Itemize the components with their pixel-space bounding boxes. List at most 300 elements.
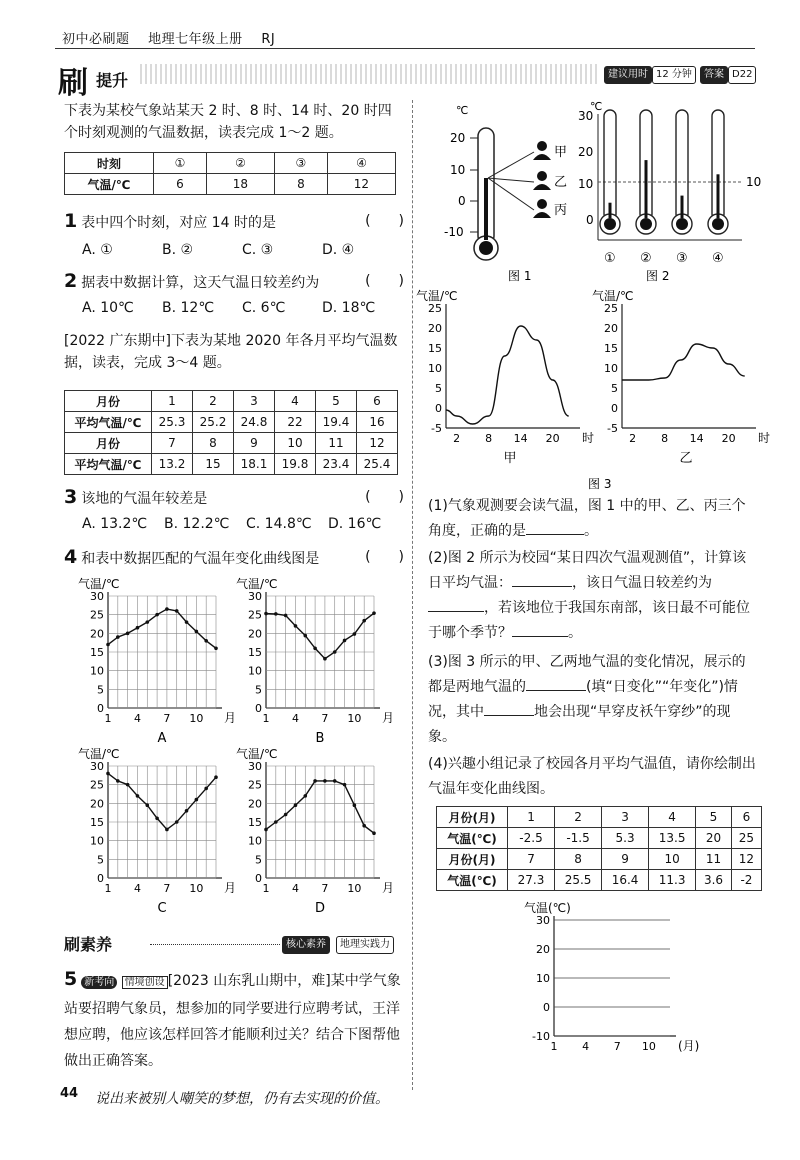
x-tick-label: 10 — [641, 1040, 656, 1053]
question-text: 该地的气温年较差是 — [81, 491, 208, 507]
y-tick-label: 30 — [248, 760, 262, 773]
table-cell: 8 — [193, 433, 234, 454]
table-cell: 6 — [154, 174, 207, 195]
series-name: 初中必刷题 — [62, 32, 130, 47]
x-axis-label: 月 — [382, 881, 395, 895]
table-cell: 12 — [357, 433, 398, 454]
x-tick-label: 10 — [189, 712, 204, 725]
x-tick-label: 7 — [613, 1040, 621, 1053]
table-cell: 1 — [152, 391, 193, 412]
scale-label: 10 — [578, 177, 594, 191]
data-point — [155, 816, 159, 820]
data-point — [106, 772, 110, 776]
table-cell: 3 — [602, 807, 649, 828]
table-row — [437, 849, 762, 870]
data-point — [284, 614, 288, 618]
scale-label: 30 — [578, 109, 594, 123]
y-axis-label: 气温/℃ — [416, 289, 458, 303]
column-divider — [412, 100, 414, 1090]
table-cell: 25 — [731, 828, 761, 849]
table-cell: ④ — [327, 153, 395, 174]
data-point — [333, 650, 337, 654]
data-point — [116, 635, 120, 639]
table-cell: 3.6 — [696, 870, 732, 891]
y-tick-label: 30 — [90, 590, 104, 603]
figure-1-2 — [430, 100, 770, 290]
practice-tag: 地理实践力 — [336, 936, 394, 954]
option[interactable]: B. 12℃ — [162, 300, 215, 316]
data-point — [362, 824, 366, 828]
chart-label: 乙 — [679, 451, 693, 466]
table-cell: 13.2 — [152, 454, 193, 475]
thermometer-mercury — [676, 218, 688, 230]
x-tick-label: 20 — [545, 432, 560, 445]
answer-blank[interactable] — [512, 586, 572, 587]
series-line — [266, 781, 374, 833]
table-cell: ② — [206, 153, 274, 174]
data-point — [204, 639, 208, 643]
x-tick-label: 1 — [104, 882, 112, 895]
table-cell: 5.3 — [602, 828, 649, 849]
data-point — [323, 779, 327, 783]
y-tick-label: 25 — [90, 778, 104, 792]
option[interactable]: D. 18℃ — [322, 300, 376, 316]
series-line — [446, 326, 569, 424]
header-rule — [55, 48, 755, 49]
x-tick-label: 4 — [291, 712, 299, 725]
data-point — [313, 779, 317, 783]
chart-label: 甲 — [503, 451, 517, 466]
y-tick-label: 10 — [604, 362, 618, 375]
table-cell: 9 — [602, 849, 649, 870]
option[interactable]: D. ④ — [322, 242, 355, 258]
table-cell: 12 — [731, 849, 761, 870]
time-label: 建议用时 — [604, 66, 652, 84]
table-row — [65, 153, 396, 174]
chart-b — [236, 576, 394, 746]
x-tick-label: 4 — [582, 1040, 590, 1053]
sub-text: (2)图 2 所示为校园“某日四次气温观测值”，计算该日平均气温： — [428, 550, 747, 591]
thermometer-column — [717, 174, 720, 218]
table-cell: 8 — [274, 174, 327, 195]
chart-label: D — [314, 901, 326, 914]
y-tick-label: 20 — [248, 627, 262, 641]
table-row — [65, 433, 398, 454]
data-point — [214, 775, 218, 779]
scale-label: 0 — [586, 213, 594, 227]
answer-paren: ( ) — [365, 489, 404, 505]
x-tick-label: 7 — [163, 882, 171, 895]
section2-rule — [150, 944, 280, 945]
y-tick-label: 0 — [255, 872, 262, 885]
data-point — [372, 611, 376, 615]
data-point — [155, 613, 159, 617]
data-point — [264, 612, 268, 616]
table-cell: 11.3 — [649, 870, 696, 891]
table-cell: 10 — [649, 849, 696, 870]
x-tick-label: 20 — [721, 432, 736, 445]
y-tick-label: 25 — [90, 608, 104, 622]
thermometer-column — [645, 160, 648, 218]
sub-question-1: (1)气象观测要会读气温，图 1 中的甲、乙、丙三个角度，正确的是 。 — [428, 498, 746, 539]
table-cell: 6 — [731, 807, 761, 828]
table-cell: 4 — [649, 807, 696, 828]
table-cell: 18.1 — [234, 454, 275, 475]
data-point — [274, 820, 278, 824]
sub-text: 地会出现“早穿皮袄午穿纱”的现象。 — [428, 704, 731, 745]
y-tick-label: 15 — [90, 816, 104, 829]
sight-line — [488, 178, 534, 182]
y-tick-label: -5 — [431, 422, 442, 435]
x-tick-label: 10 — [347, 712, 362, 725]
table-cell: 气温(℃) — [437, 828, 508, 849]
y-tick-label: 25 — [428, 302, 442, 315]
data-point — [136, 794, 140, 798]
table-cell: 9 — [234, 433, 275, 454]
y-tick-label: 5 — [435, 382, 442, 395]
options-1 — [82, 242, 402, 258]
person-head-icon — [537, 141, 547, 151]
answer-paren: ( ) — [365, 213, 404, 229]
data-point — [175, 820, 179, 824]
question-3 — [64, 486, 404, 510]
data-point — [136, 626, 140, 630]
table-row — [437, 828, 762, 849]
table-cell: 7 — [152, 433, 193, 454]
option[interactable]: A. 13.2℃ — [82, 516, 148, 532]
chart-jia — [416, 288, 594, 466]
core-literacy-tag: 核心素养 — [282, 936, 330, 954]
table-row — [65, 454, 398, 475]
chart-label: A — [157, 731, 167, 746]
sub-text: ，若该地位于我国东南部，该日最不可能位于哪个季节？ — [428, 600, 750, 641]
option[interactable]: C. ③ — [242, 242, 274, 258]
scale-label: -10 — [444, 225, 464, 239]
new-badge: 新考向 — [81, 976, 117, 989]
table-cell: 平均气温/℃ — [65, 412, 152, 433]
thermometer-mercury — [640, 218, 652, 230]
thermometer-column — [484, 178, 488, 240]
question-2 — [64, 270, 404, 294]
x-tick-label: 7 — [321, 882, 329, 895]
scale-label: 0 — [458, 194, 466, 208]
question-text: [2023 山东乳山期中，难]某中学气象站要招聘气象员，想参加的同学要进行应聘考试，王洋想应聘，他应该怎样回答才能顺利过关？结合下图帮他做出正确答案。 — [64, 973, 401, 1069]
table-cell: 6 — [357, 391, 398, 412]
data-point — [343, 639, 347, 643]
x-tick-label: 1 — [550, 1040, 558, 1053]
y-tick-label: 25 — [604, 302, 618, 315]
question-number: 5 — [64, 968, 78, 990]
table-row — [65, 174, 396, 195]
sub-text: (填“日变化”“年变化”)情况，其中 — [428, 679, 738, 720]
table-cell: 19.8 — [275, 454, 316, 475]
option[interactable]: A. ① — [82, 242, 113, 258]
page-number: 44 — [60, 1086, 79, 1101]
question-text: 和表中数据匹配的气温年变化曲线图是 — [81, 551, 320, 567]
thermometer-column — [609, 203, 612, 218]
table-row — [65, 412, 398, 433]
table-cell: 平均气温/℃ — [65, 454, 152, 475]
table-cell: 5 — [696, 807, 732, 828]
data-point — [165, 607, 169, 611]
y-tick-label: 0 — [255, 702, 262, 715]
question-number: 4 — [64, 546, 78, 568]
y-axis-label: 气温/℃ — [592, 289, 634, 303]
person-body-icon — [533, 212, 551, 218]
reference-label: 10 — [746, 175, 762, 189]
answer-label: 答案 — [700, 66, 728, 84]
scale-label: 20 — [578, 145, 594, 159]
thermometer-column — [681, 196, 684, 218]
table-cell: 8 — [555, 849, 602, 870]
x-tick-label: 2 — [629, 432, 637, 445]
data-point — [264, 828, 268, 832]
data-point — [353, 803, 357, 807]
table-cell: 月份 — [65, 391, 152, 412]
sub-text: (3)图 3 所示的甲、乙两地气温的变化情况，展示的都是两地气温的 — [428, 654, 746, 695]
y-tick-label: 15 — [90, 646, 104, 659]
table-cell: 气温(℃) — [437, 870, 508, 891]
footer-quote: 说出来被别人嘲笑的梦想，仍有去实现的价值。 — [95, 1091, 389, 1107]
person-head-icon — [537, 199, 547, 209]
table-cell: 16 — [357, 412, 398, 433]
question-5 — [64, 966, 404, 1074]
y-tick-label: 30 — [90, 760, 104, 773]
table-cell: 13.5 — [649, 828, 696, 849]
x-tick-label: 4 — [133, 882, 141, 895]
sub-question-2: (2)图 2 所示为校园“某日四次气温观测值”，计算该日平均气温： ，该日气温日较差约为，若该地位于我国东南部，该日最不可能位于哪个季节？ 。 — [428, 550, 750, 641]
data-point — [116, 779, 120, 783]
sub-text: ，该日气温日较差约为 — [572, 575, 712, 591]
data-point — [126, 783, 130, 787]
data-point — [165, 828, 169, 832]
table-cell: ① — [154, 153, 207, 174]
table-cell: 月份 — [65, 433, 152, 454]
x-axis-label: 月 — [224, 711, 237, 725]
scale-label: 20 — [450, 131, 466, 145]
person-label: 乙 — [554, 175, 568, 190]
table-cell: 时刻 — [65, 153, 154, 174]
person-label: 丙 — [554, 203, 568, 218]
answer-blank[interactable] — [428, 611, 484, 612]
chart-blank — [524, 900, 699, 1053]
x-tick-label: 1 — [262, 712, 270, 725]
question-text: 据表中数据计算，这天气温日较差约为 — [81, 275, 320, 291]
table-cell: 24.8 — [234, 412, 275, 433]
data-point — [175, 609, 179, 613]
y-tick-label: 5 — [611, 382, 618, 395]
thermo-label: ③ — [676, 251, 688, 266]
table-cell: 20 — [696, 828, 732, 849]
table-3 — [436, 806, 762, 891]
chart-a — [78, 576, 236, 746]
table-cell: 4 — [275, 391, 316, 412]
chart-d — [236, 746, 394, 914]
option[interactable]: B. 12.2℃ — [164, 516, 230, 532]
x-tick-label: 1 — [262, 882, 270, 895]
x-axis-label: 时 — [758, 431, 771, 445]
table-cell: 2 — [555, 807, 602, 828]
y-tick-label: 20 — [248, 797, 262, 811]
y-tick-label: 30 — [248, 590, 262, 603]
x-axis-label: (月) — [678, 1039, 700, 1053]
person-label: 甲 — [554, 145, 568, 160]
answer-blank[interactable] — [512, 636, 568, 637]
chart-label: C — [157, 901, 167, 914]
x-tick-label: 4 — [291, 882, 299, 895]
table-cell: 1 — [508, 807, 555, 828]
y-tick-label: 0 — [97, 702, 104, 715]
data-point — [145, 803, 149, 807]
data-point — [126, 632, 130, 636]
table-row — [65, 391, 398, 412]
table-cell: 11 — [696, 849, 732, 870]
y-tick-label: 20 — [536, 943, 550, 956]
answer-blank[interactable] — [484, 715, 534, 716]
y-tick-label: -5 — [607, 422, 618, 435]
figure-caption: 图 3 — [588, 477, 612, 491]
q4-charts — [70, 574, 400, 914]
table-cell: 27.3 — [508, 870, 555, 891]
chart-c — [78, 746, 236, 914]
blank-chart[interactable] — [510, 898, 710, 1058]
question-number: 2 — [64, 270, 78, 292]
x-tick-label: 7 — [163, 712, 171, 725]
y-axis-label: 气温/℃ — [236, 577, 278, 591]
sight-line — [488, 178, 534, 210]
y-tick-label: 30 — [536, 914, 550, 927]
table-cell: 5 — [316, 391, 357, 412]
series-line — [622, 344, 745, 380]
chart-yi — [592, 288, 770, 466]
thermometer-mercury — [479, 241, 493, 255]
answer-paren: ( ) — [365, 273, 404, 289]
table-cell: 月份(月) — [437, 807, 508, 828]
thermo-label: ④ — [712, 251, 724, 266]
chart-label: B — [315, 731, 325, 746]
data-point — [294, 803, 298, 807]
x-axis-label: 月 — [382, 711, 395, 725]
y-tick-label: 25 — [248, 608, 262, 622]
table-row — [437, 870, 762, 891]
options-3 — [82, 516, 410, 532]
y-tick-label: 20 — [90, 797, 104, 811]
section2-title: 刷素养 — [64, 935, 113, 954]
y-tick-label: 5 — [255, 683, 262, 697]
x-tick-label: 14 — [513, 432, 528, 445]
option[interactable]: A. 10℃ — [82, 300, 134, 316]
table-cell: 2 — [193, 391, 234, 412]
y-axis-label: 气温/℃ — [236, 747, 278, 761]
answer-blank[interactable] — [526, 534, 584, 535]
table-cell: 18 — [206, 174, 274, 195]
y-axis-label: 气温/℃ — [78, 577, 120, 591]
sub-question-3 — [428, 650, 758, 750]
table-cell: 10 — [275, 433, 316, 454]
table-cell: 15 — [193, 454, 234, 475]
table-cell: 3 — [234, 391, 275, 412]
thermometer-mercury — [712, 218, 724, 230]
intro-2: [2022 广东期中]下表为某地 2020 年各月平均气温数据，读表，完成 3～4 题。 — [64, 333, 398, 371]
data-point — [284, 813, 288, 817]
thermometer-mercury — [604, 218, 616, 230]
person-body-icon — [533, 184, 551, 190]
x-tick-label: 10 — [189, 882, 204, 895]
option[interactable]: D. 16℃ — [328, 516, 382, 532]
table-cell: 25.4 — [357, 454, 398, 475]
data-point — [185, 620, 189, 624]
y-tick-label: -10 — [532, 1030, 550, 1043]
y-tick-label: 10 — [536, 972, 550, 985]
sub-text: (1)气象观测要会读气温，图 1 中的甲、乙、丙三个角度，正确的是 — [428, 498, 746, 539]
figure-2 — [578, 100, 761, 283]
y-axis-label: 气温/℃ — [78, 747, 120, 761]
data-point — [362, 619, 366, 623]
data-point — [185, 809, 189, 813]
person-body-icon — [533, 154, 551, 160]
option[interactable]: C. 6℃ — [242, 300, 286, 316]
table-row — [437, 807, 762, 828]
y-tick-label: 20 — [428, 322, 442, 335]
table-1 — [64, 152, 396, 195]
data-point — [274, 612, 278, 616]
data-point — [195, 630, 199, 634]
thermo-label: ① — [604, 251, 616, 266]
x-tick-label: 8 — [485, 432, 493, 445]
option[interactable]: B. ② — [162, 242, 194, 258]
scale-label: 10 — [450, 163, 466, 177]
table-cell: 19.4 — [316, 412, 357, 433]
table-cell: -1.5 — [555, 828, 602, 849]
figure-caption: 图 2 — [646, 269, 670, 283]
time-value: 12 分钟 — [652, 66, 696, 84]
question-4 — [64, 546, 404, 570]
y-tick-label: 10 — [90, 834, 104, 848]
x-tick-label: 4 — [133, 712, 141, 725]
y-tick-label: 15 — [248, 816, 262, 829]
x-tick-label: 14 — [689, 432, 704, 445]
intro-1: 下表为某校气象站某天 2 时、8 时、14 时、20 时四个时刻观测的气温数据，读表完成 1～2 题。 — [64, 103, 392, 141]
y-tick-label: 10 — [90, 664, 104, 678]
unit-label: ℃ — [590, 100, 603, 113]
x-axis-label: 时 — [582, 431, 595, 445]
y-tick-label: 20 — [604, 322, 618, 335]
data-point — [294, 624, 298, 628]
section-char: 刷 — [58, 66, 88, 101]
option[interactable]: C. 14.8℃ — [246, 516, 312, 532]
sight-line — [488, 152, 534, 178]
answer-page: D22 — [728, 66, 756, 84]
person-head-icon — [537, 171, 547, 181]
section-title: 提升 — [96, 71, 129, 90]
data-point — [323, 657, 327, 661]
data-point — [333, 779, 337, 783]
y-tick-label: 5 — [97, 853, 104, 867]
thermo-label: ② — [640, 251, 652, 266]
table-cell: -2 — [731, 870, 761, 891]
figure-3 — [416, 284, 776, 494]
data-point — [303, 634, 307, 638]
y-tick-label: 10 — [428, 362, 442, 375]
question-text: 表中四个时刻，对应 14 时的是 — [81, 215, 276, 231]
table-2 — [64, 390, 398, 475]
y-tick-label: 15 — [604, 342, 618, 355]
y-tick-label: 0 — [543, 1001, 550, 1014]
y-tick-label: 5 — [97, 683, 104, 697]
answer-blank[interactable] — [526, 690, 586, 691]
y-axis-label: 气温(℃) — [524, 901, 571, 915]
question-number: 1 — [64, 210, 78, 232]
